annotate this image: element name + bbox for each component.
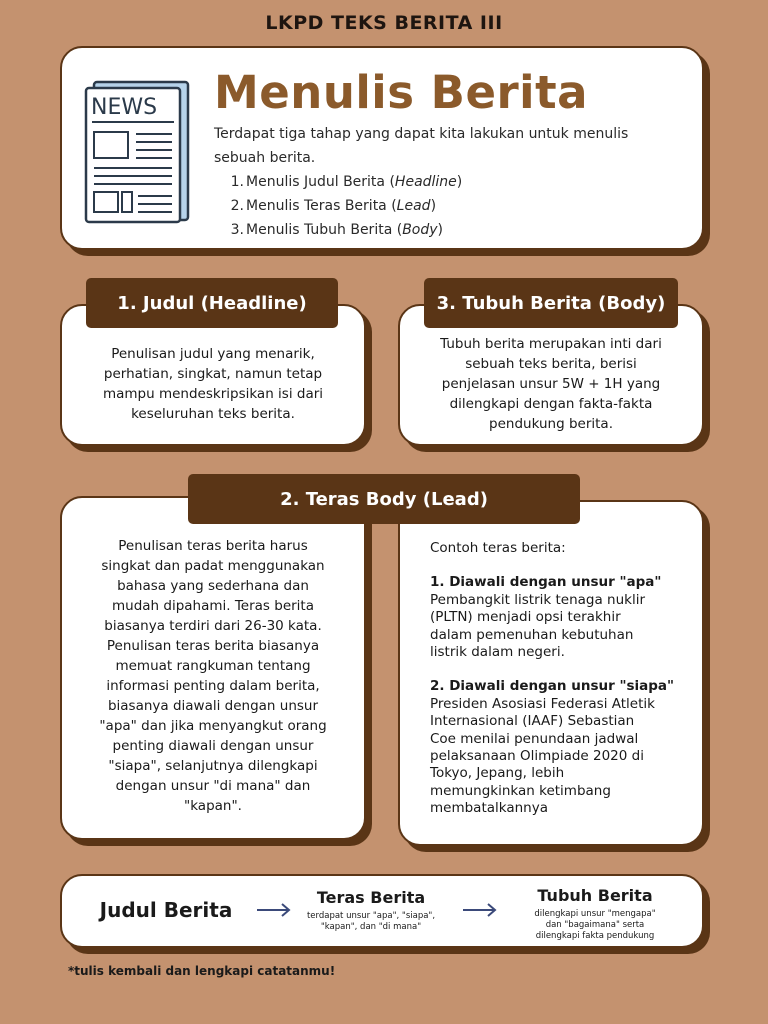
newspaper-icon-label: NEWS (91, 95, 158, 120)
headline-description: Penulisan judul yang menarik, perhatian, singkat, namun tetap mampu mendeskripsikan isi dari keseluruhan teks berita. (102, 346, 324, 422)
newspaper-icon (82, 78, 192, 226)
lead-label: 2. Teras Body (Lead) (188, 474, 580, 524)
example-heading: Contoh teras berita: (430, 540, 566, 556)
step-item: 1. Menulis Judul Berita (Headline) (230, 174, 463, 190)
intro-text-line: Terdapat tiga tahap yang dapat kita lakukan untuk menulis (214, 126, 629, 142)
flow-step-body: Tubuh Berita dilengkapi unsur "mengapa" dan "bagaimana" serta dilengkapi fakta pendukung (534, 886, 656, 941)
example-2-title: 2. Diawali dengan unsur "siapa" (430, 678, 675, 695)
arrow-right-icon (462, 902, 498, 918)
lead-card (60, 496, 366, 840)
steps-list (230, 170, 674, 242)
intro-title: Menulis Berita (214, 66, 588, 119)
body-label: 3. Tubuh Berita (Body) (424, 278, 678, 328)
headline-label: 1. Judul (Headline) (86, 278, 338, 328)
body-description: Tubuh berita merupakan inti dari sebuah teks berita, berisi penjelasan unsur 5W + 1H yang dilengkapi dengan fakta-fakta pendukung berita. (440, 336, 662, 432)
intro-card (60, 46, 704, 250)
lead-examples: Contoh teras berita: 1. Diawali dengan unsur "apa" Pembangkit listrik tenaga nuklir (PLTN) menjadi opsi terakhir dalam pemenuhan kebutuhan listrik dalam negeri. 2. Diawali dengan unsur "siapa" Presiden Asosiasi Federasi Atletik Internasional (IAAF) Sebastian Coe menilai penundaan jadwal pelaksanaan Olimpiade 2020 di Tokyo, Jepang, lebih memungkinkan ketimbang membatalkannya (430, 540, 700, 818)
intro-text (214, 122, 674, 242)
step-item: 3. Menulis Tubuh Berita (Body) (230, 222, 443, 238)
page-title: LKPD TEKS BERITA III (265, 12, 503, 34)
note-text: *tulis kembali dan lengkapi catatanmu! (68, 964, 336, 978)
flow-step-lead: Teras Berita terdapat unsur "apa", "siapa", "kapan", dan "di mana" (306, 888, 436, 932)
arrow-right-icon (256, 902, 292, 918)
example-1-title: 1. Diawali dengan unsur "apa" (430, 574, 662, 591)
lead-description: Penulisan teras berita harus singkat dan padat menggunakan bahasa yang sederhana dan mudah dipahami. Teras berita biasanya terdiri dari 26-30 kata. Penulisan teras berita biasanya memuat rangkuman tentang informasi penting dalam berita, biasanya diawali dengan unsur "apa" dan jika menyangkut orang penting diawali dengan unsur "siapa", selanjutnya dilengkapi dengan unsur "di mana" dan "kapan". (99, 538, 327, 814)
lead-example-card (398, 500, 704, 846)
flow-step-headline: Judul Berita (99, 898, 233, 922)
step-item: 2. Menulis Teras Berita (Lead) (230, 198, 437, 214)
intro-text-line: sebuah berita. (214, 150, 316, 166)
